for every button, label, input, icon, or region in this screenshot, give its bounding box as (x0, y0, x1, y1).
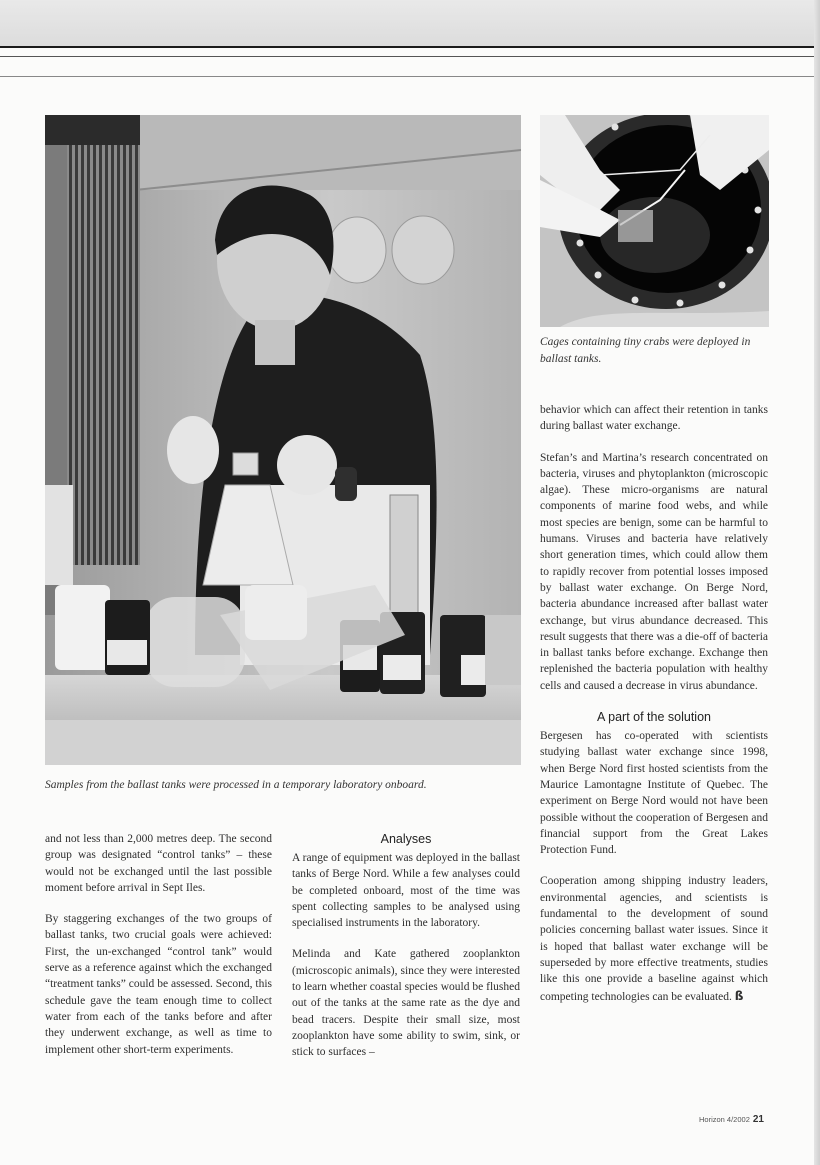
text-column-1 (45, 831, 272, 1073)
col3-paragraph-4-text: Cooperation among shipping industry leaders, environmental agencies, and scientists is fundamental to the development of sound policies concerning ballast water issues. Since it is hoped that ballast water exchange will be superseded by more effective treatments, studies like this one provide a baseline against which competing technologies can be evaluated. (540, 875, 768, 1003)
issue-label: Horizon 4/2002 (699, 1115, 750, 1124)
col2-paragraph-2: Melinda and Kate gathered zooplankton (microscopic animals), since they were interested to learn whether coastal species would be flushed out of the tanks at the same rate as the dye and bead tracers. Despite their small size, most zooplankton have some ability to swim, sink, or stick to surfaces – (292, 948, 520, 1059)
col1-paragraph-1: and not less than 2,000 metres deep. The second group was designated “control tanks” – these would not be exchanged until the last possible moment before arrival in Sept Iles. (45, 833, 272, 894)
cage-photo (540, 115, 769, 327)
text-column-3 (540, 402, 768, 1020)
header-rule-thin (0, 56, 820, 57)
col1-paragraph-2: By staggering exchanges of the two groups of ballast tanks, two crucial goals were achieved: First, the un-exchanged “control tank” would serve as a reference against which the exchanged “treatment tanks” could be assessed. Second, this schedule gave the team enough time to collect water from each of the tanks before and after they underwent exchange, as well as time to implement other short-term experiments. (45, 913, 272, 1056)
text-column-2 (292, 831, 520, 1076)
cage-photo-caption: Cages containing tiny crabs were deployed in ballast tanks. (540, 336, 751, 365)
col3-paragraph-4 (540, 873, 768, 1004)
col3-paragraph-3: Bergesen has co-operated with scientists studying ballast water exchange since 1998, when Berge Nord first hosted scientists from the Maurice Lamontagne Institute of Quebec. The experiment on Berge Nord would not have been possible without the cooperation of Bergesen and financial support from the Great Lakes Protection Fund. (540, 730, 768, 857)
header-rule (0, 46, 820, 48)
page-number: 21 (752, 1114, 764, 1125)
header-rule-lower (0, 76, 820, 77)
page-footer (699, 1114, 764, 1125)
lab-photo (45, 115, 521, 765)
col3-paragraph-2: Stefan’s and Martina’s research concentrated on bacteria, viruses and phytoplankton (microscopic algae). These micro-organisms are natural components of marine food webs, and while most species are benign, some can be harmful to humans. Viruses and bacteria have relatively short generation times, which could allow them to rapidly recover from potential losses imposed by ballast water exchange. On Berge Nord, bacteria abundance increased after ballast water exchange, but virus abundance decreased. This result suggests that there was a die-off of bacteria in ballast tanks before exchange. Exchange then replenished the bacteria population with healthy cells and caused a decrease in virus abundance. (540, 451, 768, 692)
col3-paragraph-1: behavior which can affect their retention in tanks during ballast water exchange. (540, 404, 768, 433)
col2-paragraph-1: A range of equipment was deployed in the ballast tanks of Berge Nord. While a few analyses could be completed onboard, most of the time was spent collecting samples to be analysed using specialised instruments in the laboratory. (292, 852, 520, 930)
end-mark-icon: ß (734, 988, 744, 1003)
scan-margin-top (0, 0, 820, 46)
scan-margin-right (814, 0, 820, 1165)
lab-photo-caption: Samples from the ballast tanks were processed in a temporary laboratory onboard. (45, 779, 427, 791)
solution-heading: A part of the solution (597, 710, 711, 725)
analyses-heading: Analyses (380, 832, 432, 846)
